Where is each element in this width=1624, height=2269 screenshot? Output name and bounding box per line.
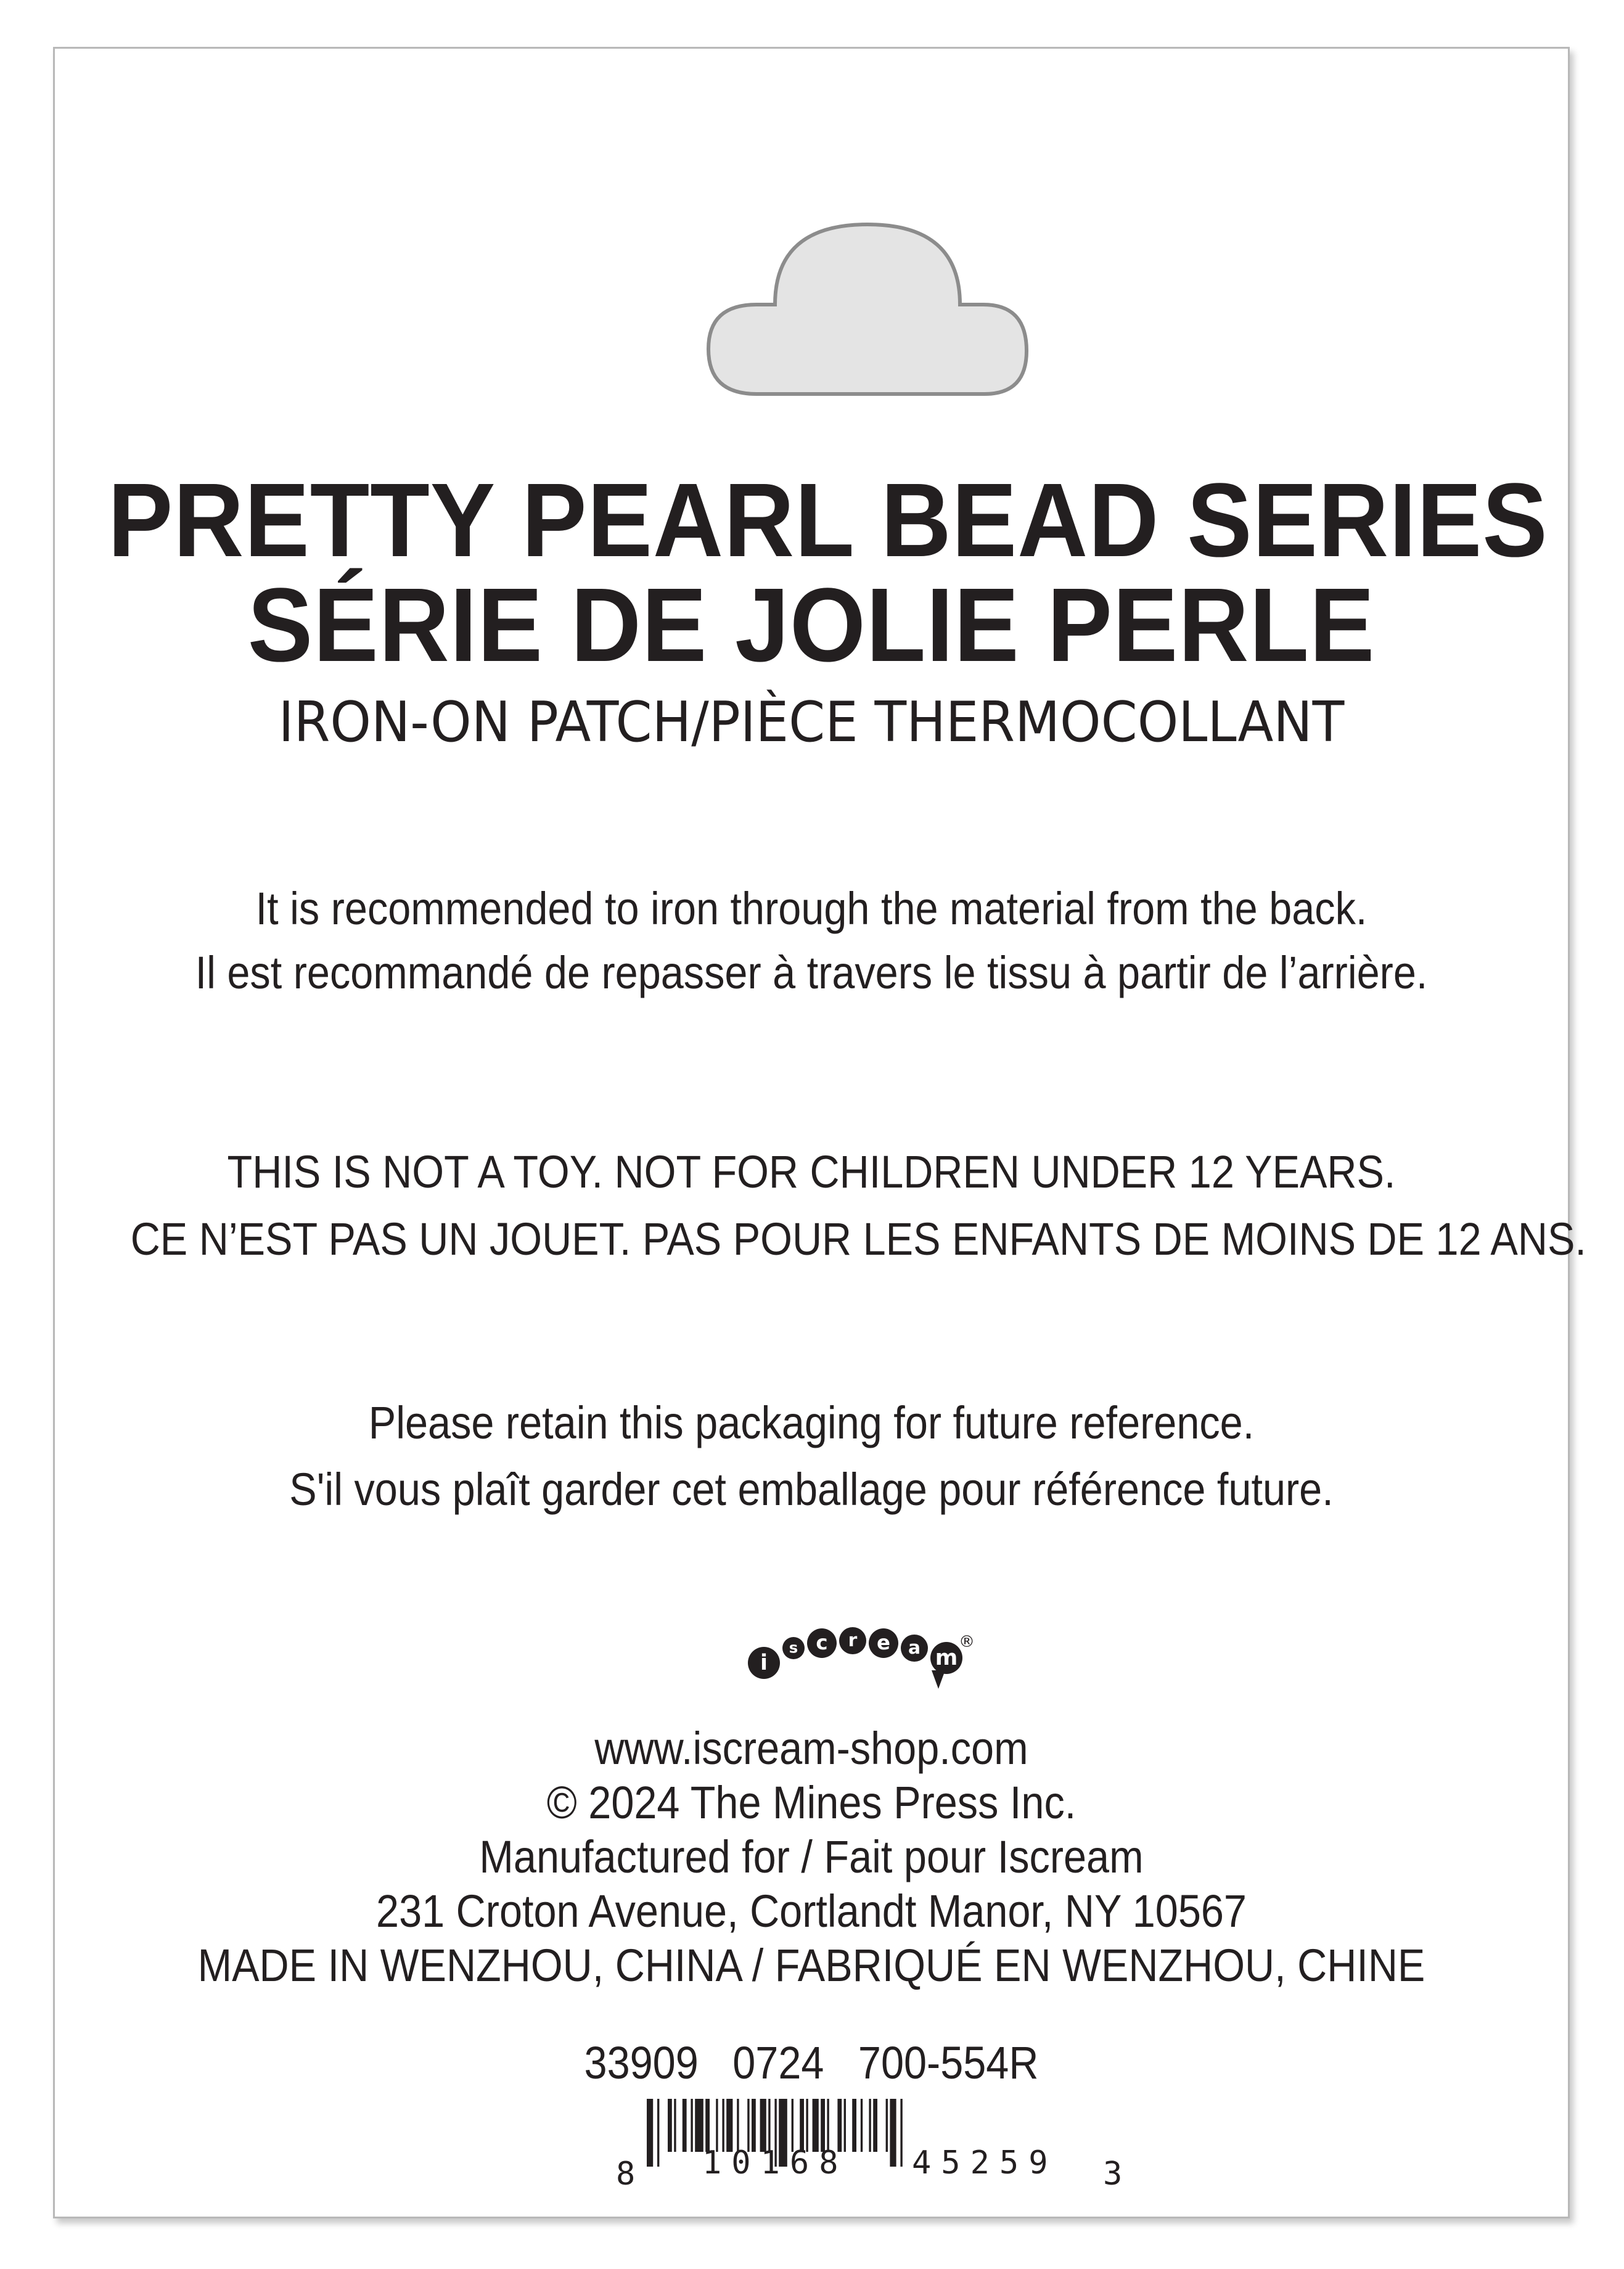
- copyright-line: © 2024 The Mines Press Inc.: [546, 1777, 1077, 1828]
- logo-letter: [807, 1628, 837, 1658]
- barcode-lead-digit: 8: [616, 2156, 636, 2193]
- title-french: SÉRIE DE JOLIE PERLE: [247, 567, 1376, 684]
- registered-mark: ®: [959, 1633, 975, 1651]
- warning-french: CE N’EST PAS UN JOUET. PAS POUR LES ENFANTS DE MOINS DE 12 ANS.: [130, 1213, 1586, 1265]
- country-of-origin: MADE IN WENZHOU, CHINA / FABRIQUÉ EN WENZHOU, CHINE: [197, 1940, 1425, 1991]
- barcode-check-digit: 3: [1103, 2156, 1123, 2193]
- svg-text:r: r: [848, 1630, 858, 1652]
- barcode-bar: [668, 2099, 672, 2152]
- retain-notice-english: Please retain this packaging for future reference.: [368, 1397, 1255, 1448]
- svg-text:s: s: [789, 1638, 798, 1657]
- iscream-logo: [739, 1609, 1011, 1707]
- svg-text:c: c: [816, 1631, 828, 1655]
- svg-text:i: i: [760, 1649, 768, 1675]
- warning-english: THIS IS NOT A TOY. NOT FOR CHILDREN UNDER 12 YEARS.: [227, 1146, 1396, 1197]
- company-address: 231 Croton Avenue, Cortlandt Manor, NY 10567: [376, 1885, 1247, 1937]
- logo-letter: [839, 1627, 866, 1654]
- title-english: PRETTY PEARL BEAD SERIES: [107, 462, 1548, 579]
- barcode-bar: [900, 2099, 902, 2167]
- manufactured-for: Manufactured for / Fait pour Iscream: [479, 1831, 1144, 1882]
- svg-text:m: m: [935, 1644, 958, 1670]
- barcode-bar: [861, 2099, 863, 2152]
- cone-point-icon: [932, 1670, 945, 1689]
- barcode-bar: [647, 2099, 653, 2167]
- product-codes: 33909 0724 700-554R: [584, 2037, 1039, 2088]
- product-subtitle: IRON-ON PATCH/PIÈCE THERMOCOLLANT: [278, 690, 1345, 755]
- barcode-left-group: 10168: [702, 2144, 848, 2181]
- barcode-bar: [691, 2099, 692, 2152]
- barcode-bar: [890, 2099, 896, 2167]
- instructions-french: Il est recommandé de repasser à travers le tissu à partir de l’arrière.: [195, 947, 1428, 998]
- barcode-bar: [852, 2099, 856, 2152]
- instructions-english: It is recommended to iron through the material from the back.: [255, 883, 1368, 934]
- svg-text:a: a: [908, 1637, 921, 1659]
- hang-tab-hole: [701, 218, 1034, 397]
- logo-letter: [782, 1637, 805, 1659]
- logo-letter: [748, 1647, 780, 1679]
- barcode-bar: [674, 2099, 676, 2152]
- barcode-right-group: 45259: [912, 2144, 1058, 2181]
- upc-barcode: [610, 2099, 1140, 2191]
- svg-text:e: e: [877, 1631, 890, 1655]
- logo-letter: [901, 1635, 928, 1662]
- logo-letter: [930, 1642, 962, 1674]
- logo-letter: [869, 1628, 898, 1658]
- website-url: www.iscream-shop.com: [594, 1723, 1028, 1774]
- packaging-card: [53, 47, 1586, 2218]
- barcode-bar: [869, 2099, 871, 2152]
- barcode-bars: [610, 2099, 1140, 2167]
- barcode-bar: [873, 2099, 877, 2152]
- barcode-bar: [886, 2099, 888, 2152]
- retain-notice-french: S'il vous plaît garder cet emballage pour référence future.: [289, 1464, 1334, 1515]
- barcode-bar: [683, 2099, 687, 2152]
- barcode-bar: [657, 2099, 659, 2167]
